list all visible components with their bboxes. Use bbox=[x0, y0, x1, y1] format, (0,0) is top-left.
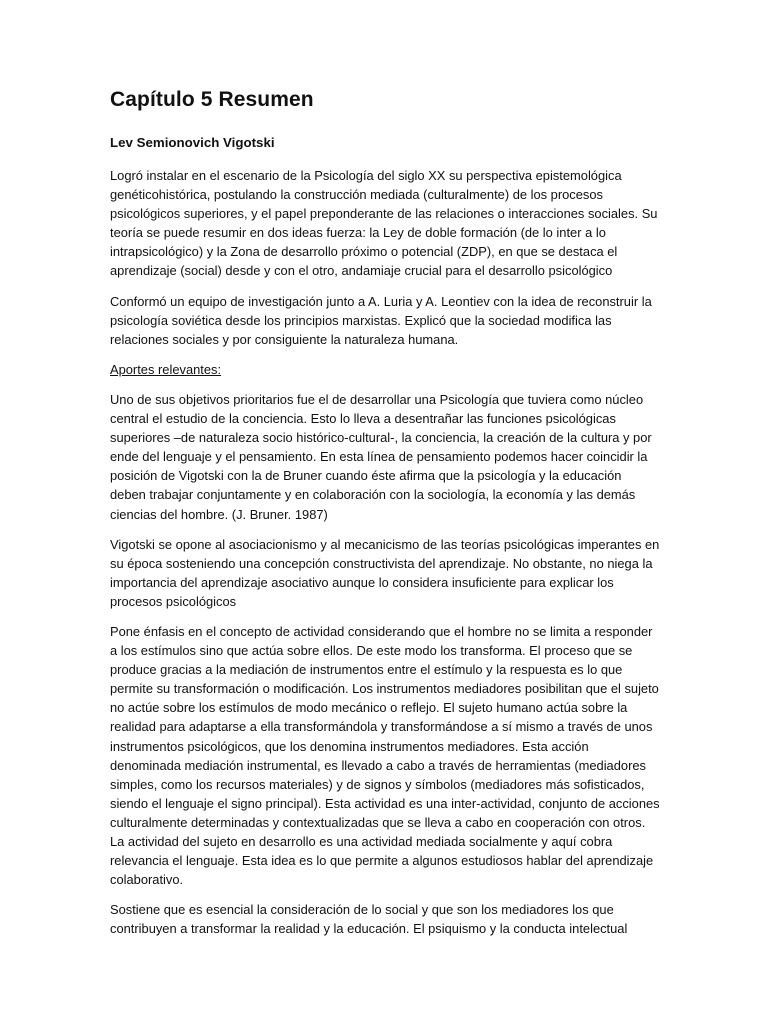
author-heading: Lev Semionovich Vigotski bbox=[110, 135, 275, 150]
paragraph-body-3: Pone énfasis en el concepto de actividad considerando que el hombre no se limita a responder a los estímulos sino que actúa sobre ellos. De este modo los transforma. El proceso que se produce gracias a la mediación de instrumentos entre el estímulo y la respuesta es lo que permite su transformación o modificación. Los instrumentos mediadores posibilitan que el sujeto no actúe sobre los estímulos de modo mecánico o reflejo. El sujeto humano actúa sobre la realidad para adaptarse a ella transformándola y transformándose a sí mismo a través de unos instrumentos psicológicos, que los denomina instrumentos mediadores. Esta acción denominada mediación instrumental, es llevado a cabo a través de herramientas (mediadores simples, como los recursos materiales) y de signos y símbolos (mediadores más sofisticados, siendo el lenguaje el signo principal). Esta actividad es una inter-actividad, conjunto de acciones culturalmente determinadas y contextualizadas que se lleva a cabo en cooperación con otros. La actividad del sujeto en desarrollo es una actividad mediada socialmente y aquí cobra relevancia el lenguaje. Esta idea es lo que permite a algunos estudiosos hablar del aprendizaje colaborativo. bbox=[110, 623, 660, 888]
paragraph-body-2: Vigotski se opone al asociacionismo y al mecanicismo de las teorías psicológicas imperantes en su época sosteniendo una concepción constructivista del aprendizaje. No obstante, no niega la importancia del aprendizaje asociativo aunque lo considera insuficiente para explicar los procesos psicológicos bbox=[110, 536, 660, 609]
section-heading-aportes: Aportes relevantes: bbox=[110, 361, 222, 377]
paragraph-body-1: Uno de sus objetivos prioritarios fue el de desarrollar una Psicología que tuviera como núcleo central el estudio de la conciencia. Esto lo lleva a desentrañar las funciones psicológicas superiores –de naturaleza socio histórico-cultural-, la conciencia, la creación de la cultura y por ende del lenguaje y el pensamiento. En esta línea de pensamiento podemos hacer coincidir la posición de Vigotski con la de Bruner cuando éste afirma que la psicología y la educación deben trabajar conjuntamente y en colaboración con la sociología, la economía y las demás ciencias del hombre. (J. Bruner. 1987) bbox=[110, 391, 652, 522]
paragraph-intro-1: Logró instalar en el escenario de la Psicología del siglo XX su perspectiva epistemológica genéticohistórica, postulando la construcción mediada (culturalmente) de los procesos psicológicos superiores, y el papel preponderante de las relaciones o interacciones sociales. Su teoría se puede resumir en dos ideas fuerza: la Ley de doble formación (de lo inter a lo intrapsicológico) y la Zona de desarrollo próximo o potencial (ZDP), en que se destaca el aprendizaje (social) desde y con el otro, andamiaje crucial para el desarrollo psicológico bbox=[110, 168, 658, 279]
page-title: Capítulo 5 Resumen bbox=[110, 88, 314, 111]
paragraph-body-4: Sostiene que es esencial la consideración de lo social y que son los mediadores los que contribuyen a transformar la realidad y la educación. El psiquismo y la conducta intelectual bbox=[110, 902, 628, 937]
paragraph-intro-2: Conformó un equipo de investigación junto a A. Luria y A. Leontiev con la idea de reconstruir la psicología soviética desde los principios marxistas. Explicó que la sociedad modifica las relaciones sociales y por consiguiente la naturaleza humana. bbox=[110, 293, 652, 347]
